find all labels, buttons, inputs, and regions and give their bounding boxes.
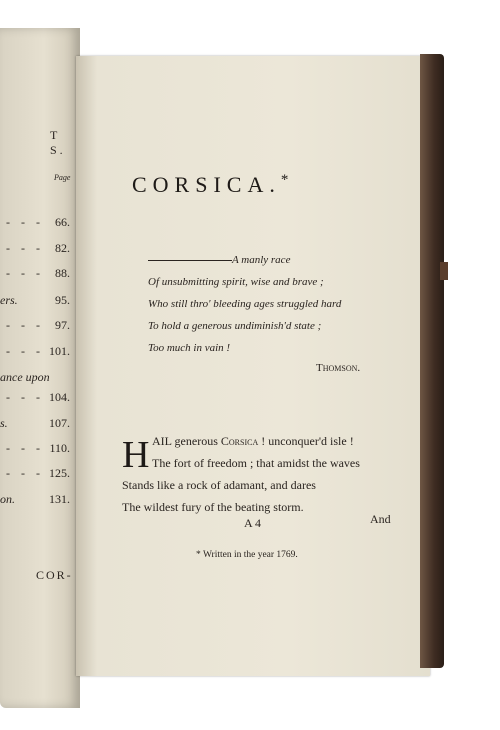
toc-leader: - - - [6,241,44,255]
toc-entry-label: ers. [0,293,18,307]
toc-leader: - - - [6,215,44,229]
page-column-label: Page [54,173,71,182]
toc-entry-page: 104. [49,390,70,404]
right-page [76,56,430,676]
epigraph-attribution: Thomson. [316,362,361,374]
toc-entry-page: 131. [49,492,70,506]
toc-entry-page: 82. [55,241,70,255]
toc-entry-page: 107. [49,416,70,430]
left-catchword: COR- [36,568,73,582]
toc-entry-page: 66. [55,215,70,229]
poem-line-4: The wildest fury of the beating storm. [122,500,304,514]
toc-entry-page: 97. [55,318,70,332]
toc-entry-page: 125. [49,466,70,480]
epigraph-rule [148,260,232,261]
toc-entry-label: ance upon [0,370,50,384]
toc-leader: - - - [6,390,44,404]
book-cover-edge [420,54,444,668]
toc-entry-page: 95. [55,293,70,307]
left-header: T S. [50,128,66,157]
toc-leader: - - - [6,466,44,480]
epigraph-line: Too much in vain ! [148,342,231,354]
epigraph-line: Of unsubmitting spirit, wise and brave ; [148,276,324,288]
poem-line-1: AIL generous Corsica ! unconquer'd isle ! [152,434,354,448]
toc-leader: - - - [6,318,44,332]
footnote: * Written in the year 1769. [196,550,298,560]
toc-leader: - - - [6,344,44,358]
toc-entry-label: s. [0,416,8,430]
catchword: And [370,512,391,526]
signature-mark: A 4 [244,516,262,530]
poem-line-2: The fort of freedom ; that amidst the waves [152,456,360,470]
title-footnote-mark: * [280,172,289,188]
toc-leader: - - - [6,266,44,280]
page-title: CORSICA.* [132,172,289,197]
bookmark-ribbon [440,262,448,280]
drop-cap: H [122,434,150,476]
toc-leader: - - - [6,441,44,455]
toc-entry-page: 101. [49,344,70,358]
epigraph-line: Who still thro' bleeding ages struggled hard [148,298,342,310]
toc-entry-label: on. [0,492,15,506]
toc-entry-page: 88. [55,266,70,280]
epigraph-line: To hold a generous undiminish'd state ; [148,320,322,332]
epigraph-line: A manly race [232,254,291,266]
left-page [0,28,80,708]
toc-entry-page: 110. [49,441,70,455]
poem-line-3: Stands like a rock of adamant, and dares [122,478,316,492]
